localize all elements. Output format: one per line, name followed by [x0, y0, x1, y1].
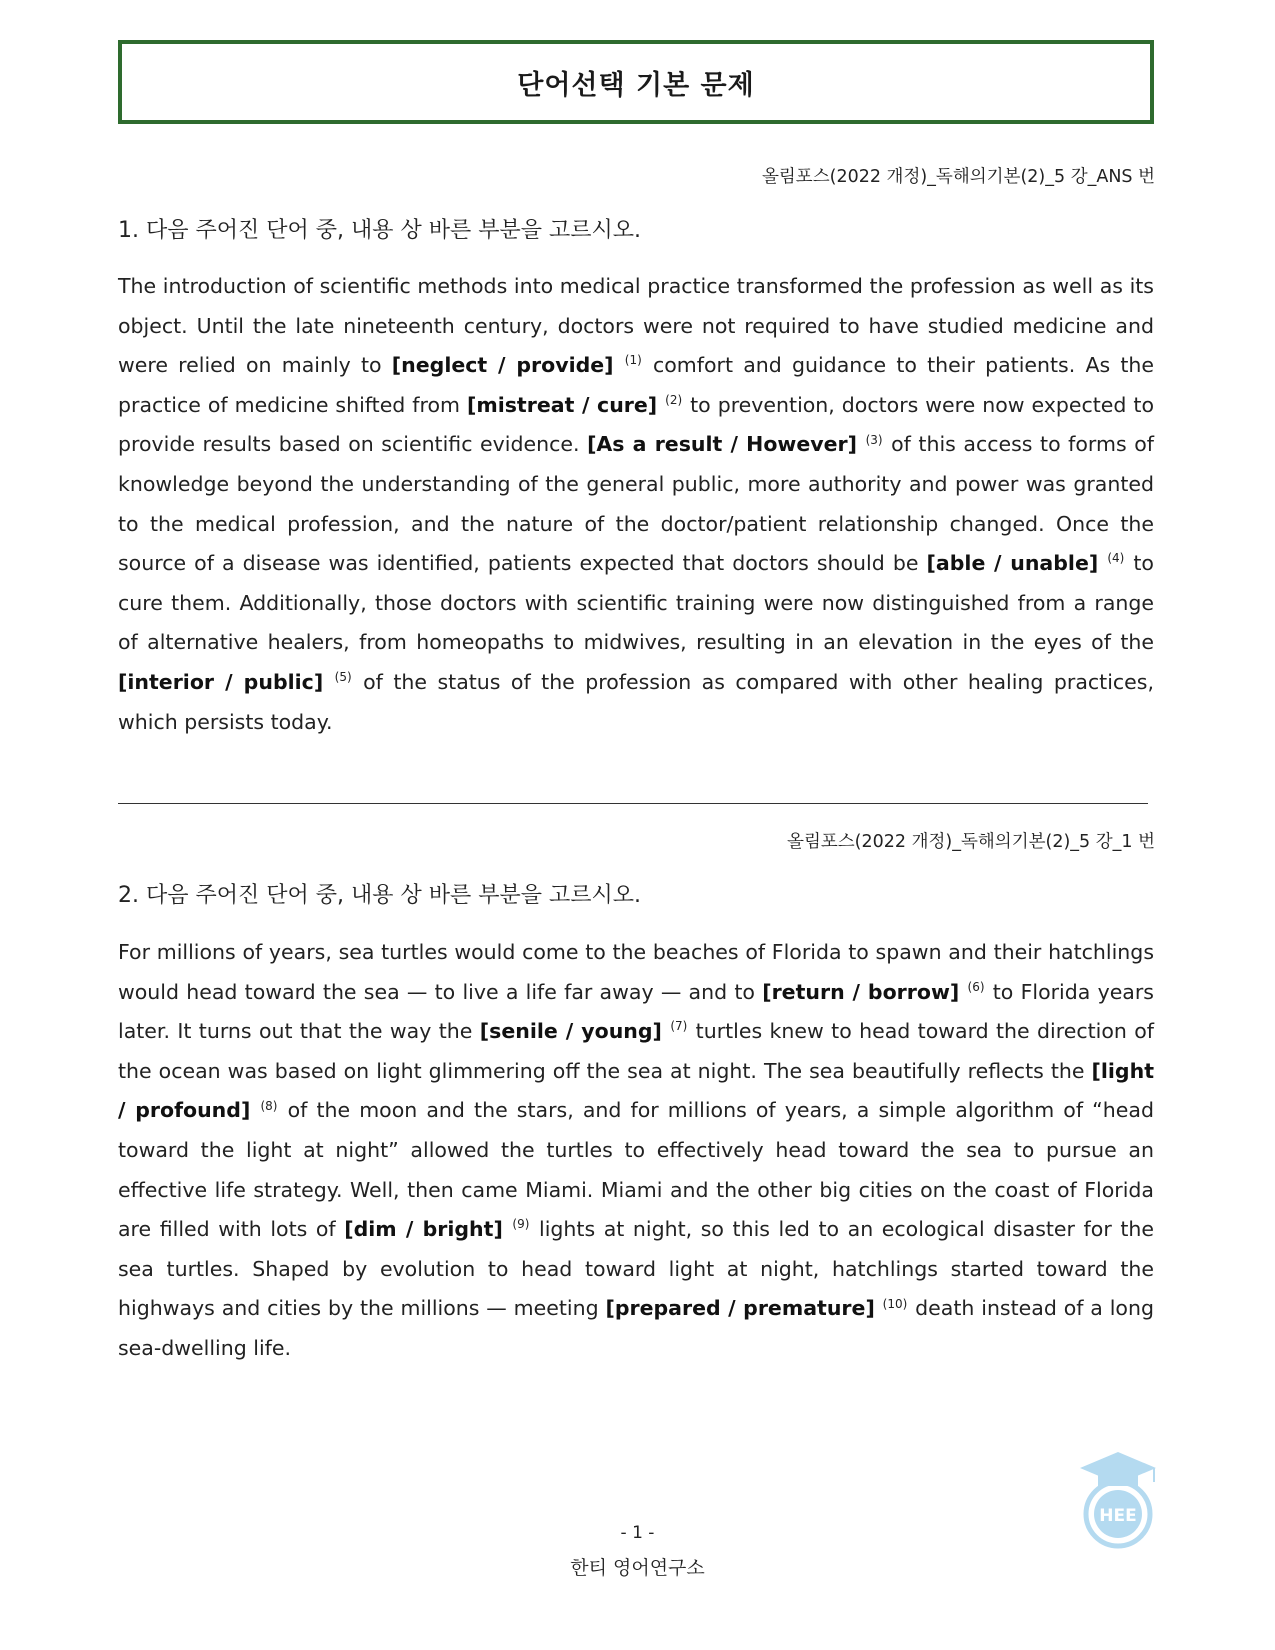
passage-text: lights at night, so this led to an ecological disaster for the sea turtles. Shaped by evolution to head toward light at night, hatchlings started toward the highways and cities by the millions — meeting: [118, 1217, 1154, 1321]
passage-text: turtles knew to head toward the direction of the ocean was based on light glimmering off the sea at night. The sea beautifully reflects the: [118, 1019, 1154, 1083]
logo-text: HEE: [1099, 1506, 1137, 1526]
passage-text: of the status of the profession as compared with other healing practices, which persists today.: [118, 669, 1154, 734]
q1-source: 올림포스(2022 개정)_독해의기본(2)_5 강_ANS 번: [762, 167, 1155, 187]
passage-text: to prevention, doctors were now expected to provide results based on scientific evidence.: [118, 392, 1154, 457]
choice-7: [senile / young]: [479, 1019, 662, 1044]
choice-10: [prepared / premature]: [605, 1296, 875, 1321]
section-divider: [118, 803, 1148, 804]
title-box: [118, 40, 1154, 124]
choice-1: [neglect / provide]: [391, 353, 614, 378]
footer-organization: 한티 영어연구소: [570, 1557, 705, 1579]
choice-5: [interior / public]: [118, 669, 324, 694]
passage-text: The introduction of scientific methods into medical practice transformed the profession as well as its object. Until the late nineteenth century, doctors were not required to have studied medicine and were relied on mainly to: [118, 274, 1154, 378]
q2-passage: [118, 933, 1154, 1369]
choice-3: [As a result / However]: [587, 432, 857, 457]
choice-number-1: (1): [624, 353, 642, 368]
q1-prompt: 1. 다음 주어진 단어 중, 내용 상 바른 부분을 고르시오.: [118, 218, 641, 243]
choice-number-8: (8): [260, 1098, 278, 1113]
passage-text: to cure them. Additionally, those doctors with scientific training were now distinguished from a range of alternative healers, from homeopaths to midwives, resulting in an elevation in the eyes of the: [118, 551, 1154, 655]
choice-9: [dim / bright]: [344, 1217, 503, 1242]
q1-passage: [118, 267, 1154, 742]
choice-number-6: (6): [967, 979, 985, 994]
page-number: - 1 -: [620, 1523, 655, 1543]
q2-prompt: 2. 다음 주어진 단어 중, 내용 상 바른 부분을 고르시오.: [118, 883, 641, 908]
passage-text: For millions of years, sea turtles would come to the beaches of Florida to spawn and their hatchlings would head toward the sea — to live a life far away — and to: [118, 940, 1154, 1004]
choice-6: [return / borrow]: [762, 979, 960, 1004]
passage-text: death instead of a long sea-dwelling life.: [118, 1296, 1154, 1360]
page-title: 단어선택 기본 문제: [517, 69, 755, 101]
passage-text: comfort and guidance to their patients. As the practice of medicine shifted from: [118, 353, 1155, 417]
choice-4: [able / unable]: [926, 551, 1099, 576]
passage-text: to Florida years later. It turns out that the way the: [118, 979, 1154, 1044]
choice-number-9: (9): [512, 1217, 530, 1232]
choice-2: [mistreat / cure]: [466, 392, 658, 417]
passage-text: of this access to forms of knowledge beyond the understanding of the general public, more authority and power was granted to the medical profession, and the nature of the doctor/patient relationship changed. Once the source of a disease was identified, patients expected that doctors should be: [118, 432, 1154, 576]
choice-8: [light / profound]: [118, 1058, 1154, 1123]
choice-number-4: (4): [1107, 551, 1125, 566]
choice-number-10: (10): [882, 1296, 908, 1311]
choice-number-5: (5): [334, 670, 352, 685]
passage-text: of the moon and the stars, and for millions of years, a simple algorithm of “head toward the light at night” allowed the turtles to effectively head toward the sea to pursue an effective life strategy. Well, then came Miami. Miami and the other big cities on the coast of Florida are filled with lots of: [118, 1098, 1154, 1242]
q2-source: 올림포스(2022 개정)_독해의기본(2)_5 강_1 번: [787, 832, 1155, 852]
choice-number-3: (3): [865, 432, 883, 447]
choice-number-2: (2): [665, 392, 683, 407]
choice-number-7: (7): [670, 1019, 688, 1034]
